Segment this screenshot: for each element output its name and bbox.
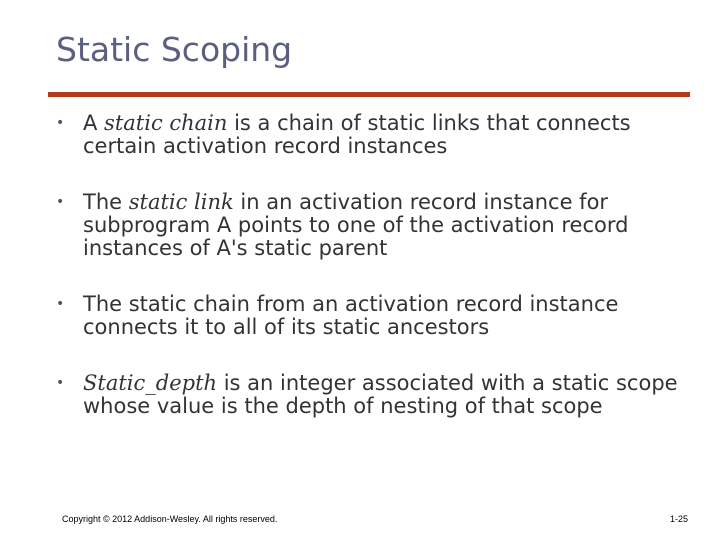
- footer-page-number: 1-25: [669, 514, 688, 524]
- bullet-text-before: The static chain from an activation record instance connects it to all of its static ancestors: [83, 292, 619, 339]
- bullet-term: Static_depth: [83, 371, 218, 395]
- bullet-text-after: is an integer associated with a static scope whose value is the depth of nesting of that scope: [83, 371, 678, 418]
- bullet-icon: •: [56, 194, 65, 210]
- bullet-icon: •: [56, 375, 65, 391]
- bullet-static-depth: [56, 372, 696, 418]
- bullet-static-chain: [56, 112, 696, 158]
- slide-title: Static Scoping: [56, 30, 293, 69]
- bullet-term: static link: [128, 190, 234, 214]
- footer-copyright: Copyright © 2012 Addison-Wesley. All rights reserved.: [62, 514, 278, 524]
- bullet-text-before: A: [83, 111, 105, 135]
- bullet-static-link: [56, 191, 696, 260]
- bullet-text-after: is a chain of static links that connects certain activation record instances: [83, 111, 631, 158]
- bullet-static-ancestors: [56, 293, 696, 339]
- bullet-text-after: in an activation record instance for subprogram A points to one of the activation record instances of A's static parent: [83, 190, 629, 260]
- bullet-icon: •: [56, 115, 65, 131]
- bullet-term: static chain: [104, 111, 228, 135]
- title-divider: [48, 92, 690, 97]
- bullet-list: [56, 112, 696, 451]
- bullet-text-before: The: [83, 190, 129, 214]
- bullet-icon: •: [56, 296, 65, 312]
